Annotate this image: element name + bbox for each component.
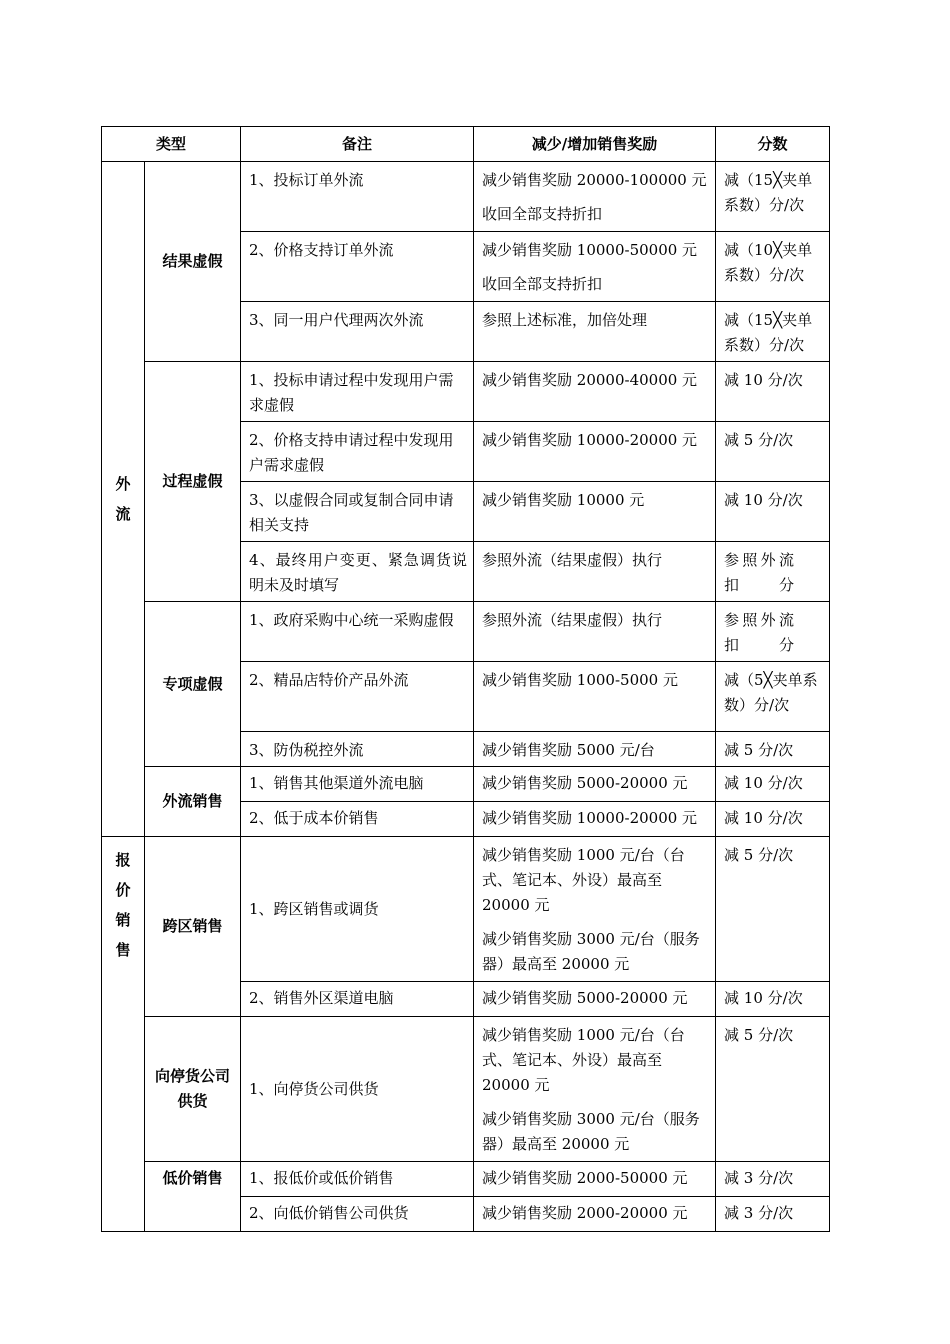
note-cell: 2、价格支持申请过程中发现用户需求虚假 — [241, 422, 474, 482]
table-row — [102, 362, 830, 422]
subcategory-cell: 跨区销售 — [145, 837, 241, 1017]
reward-cell — [474, 1197, 716, 1232]
note-cell: 1、政府采购中心统一采购虚假 — [241, 602, 474, 662]
reward-cell — [474, 802, 716, 837]
header-reward: 减少/增加销售奖励 — [474, 127, 716, 162]
score-cell: 减（15╳夹单系数）分/次 — [716, 162, 830, 232]
reward-line: 减少销售奖励 10000 元 — [482, 491, 645, 509]
note-cell: 2、低于成本价销售 — [241, 802, 474, 837]
score-cell: 减（5╳夹单系数）分/次 — [716, 662, 830, 732]
note-cell: 3、同一用户代理两次外流 — [241, 302, 474, 362]
reward-cell — [474, 542, 716, 602]
reward-line: 减少销售奖励 3000 元/台（服务器）最高至 20000 元 — [482, 1110, 700, 1153]
note-cell: 4、最终用户变更、紧急调货说明未及时填写 — [241, 542, 474, 602]
header-type: 类型 — [102, 127, 241, 162]
table-row — [102, 1017, 830, 1162]
note-cell: 3、防伪税控外流 — [241, 732, 474, 767]
score-cell — [716, 542, 830, 602]
note-cell: 2、销售外区渠道电脑 — [241, 982, 474, 1017]
reward-cell — [474, 302, 716, 362]
reward-cell — [474, 422, 716, 482]
reward-cell — [474, 232, 716, 302]
reward-line: 减少销售奖励 1000-5000 元 — [482, 671, 678, 689]
note-cell: 2、向低价销售公司供货 — [241, 1197, 474, 1232]
reward-line: 减少销售奖励 1000 元/台（台式、笔记本、外设）最高至 20000 元 — [482, 1026, 685, 1094]
note-cell: 1、销售其他渠道外流电脑 — [241, 767, 474, 802]
score-cell: 减（15╳夹单系数）分/次 — [716, 302, 830, 362]
reward-line: 参照外流（结果虚假）执行 — [482, 611, 663, 629]
score-text: 参照外流扣分 — [724, 551, 795, 594]
reward-cell — [474, 482, 716, 542]
reward-line: 减少销售奖励 5000-20000 元 — [482, 989, 688, 1007]
table-row — [102, 162, 830, 232]
subcategory-cell: 结果虚假 — [145, 162, 241, 362]
score-cell: 减 10 分/次 — [716, 362, 830, 422]
reward-line: 减少销售奖励 5000 元/台 — [482, 741, 655, 759]
score-text: 参照外流扣分 — [724, 611, 795, 654]
note-cell: 1、跨区销售或调货 — [241, 837, 474, 982]
category-label: 报价销售 — [115, 851, 131, 959]
penalty-table — [101, 126, 830, 1232]
table-row — [102, 602, 830, 662]
score-cell: 减 5 分/次 — [716, 837, 830, 982]
header-note: 备注 — [241, 127, 474, 162]
score-cell — [716, 602, 830, 662]
subcategory-cell: 向停货公司供货 — [145, 1017, 241, 1162]
reward-line: 减少销售奖励 1000 元/台（台式、笔记本、外设）最高至 20000 元 — [482, 846, 685, 914]
note-cell: 2、价格支持订单外流 — [241, 232, 474, 302]
reward-cell — [474, 982, 716, 1017]
score-cell: 减 5 分/次 — [716, 732, 830, 767]
note-cell: 1、投标申请过程中发现用户需求虚假 — [241, 362, 474, 422]
header-score: 分数 — [716, 127, 830, 162]
note-cell: 3、以虚假合同或复制合同申请相关支持 — [241, 482, 474, 542]
reward-line: 参照上述标准，加倍处理 — [482, 311, 648, 329]
reward-cell — [474, 732, 716, 767]
score-cell: 减（10╳夹单系数）分/次 — [716, 232, 830, 302]
reward-line: 收回全部支持折扣 — [482, 275, 603, 293]
reward-line: 收回全部支持折扣 — [482, 205, 603, 223]
reward-line: 减少销售奖励 5000-20000 元 — [482, 774, 688, 792]
table-row — [102, 837, 830, 982]
reward-cell — [474, 662, 716, 732]
table-row — [102, 1162, 830, 1197]
table-row — [102, 767, 830, 802]
note-cell: 2、精品店特价产品外流 — [241, 662, 474, 732]
subcategory-cell: 外流销售 — [145, 767, 241, 837]
reward-line: 参照外流（结果虚假）执行 — [482, 551, 663, 569]
header-row — [102, 127, 830, 162]
reward-cell — [474, 362, 716, 422]
reward-line: 减少销售奖励 2000-20000 元 — [482, 1204, 688, 1222]
score-cell: 减 10 分/次 — [716, 982, 830, 1017]
subcategory-cell: 过程虚假 — [145, 362, 241, 602]
note-cell: 1、向停货公司供货 — [241, 1017, 474, 1162]
score-cell: 减 10 分/次 — [716, 767, 830, 802]
category-cell — [102, 837, 145, 1232]
reward-cell — [474, 1162, 716, 1197]
reward-line: 减少销售奖励 10000-20000 元 — [482, 431, 698, 449]
score-cell: 减 3 分/次 — [716, 1162, 830, 1197]
reward-cell — [474, 767, 716, 802]
note-cell: 1、投标订单外流 — [241, 162, 474, 232]
note-cell: 1、报低价或低价销售 — [241, 1162, 474, 1197]
reward-line: 减少销售奖励 20000-40000 元 — [482, 371, 698, 389]
reward-cell — [474, 602, 716, 662]
score-cell: 减 5 分/次 — [716, 422, 830, 482]
subcategory-cell: 专项虚假 — [145, 602, 241, 767]
reward-cell — [474, 162, 716, 232]
reward-line: 减少销售奖励 10000-20000 元 — [482, 809, 698, 827]
reward-line: 减少销售奖励 2000-50000 元 — [482, 1169, 688, 1187]
score-cell: 减 3 分/次 — [716, 1197, 830, 1232]
category-cell — [102, 162, 145, 837]
score-cell: 减 10 分/次 — [716, 482, 830, 542]
reward-cell — [474, 837, 716, 982]
reward-line: 减少销售奖励 10000-50000 元 — [482, 241, 698, 259]
reward-line: 减少销售奖励 20000-100000 元 — [482, 171, 707, 189]
category-label: 外流 — [115, 475, 131, 523]
reward-cell — [474, 1017, 716, 1162]
score-cell: 减 10 分/次 — [716, 802, 830, 837]
reward-line: 减少销售奖励 3000 元/台（服务器）最高至 20000 元 — [482, 930, 700, 973]
subcategory-cell: 低价销售 — [145, 1162, 241, 1232]
score-cell: 减 5 分/次 — [716, 1017, 830, 1162]
